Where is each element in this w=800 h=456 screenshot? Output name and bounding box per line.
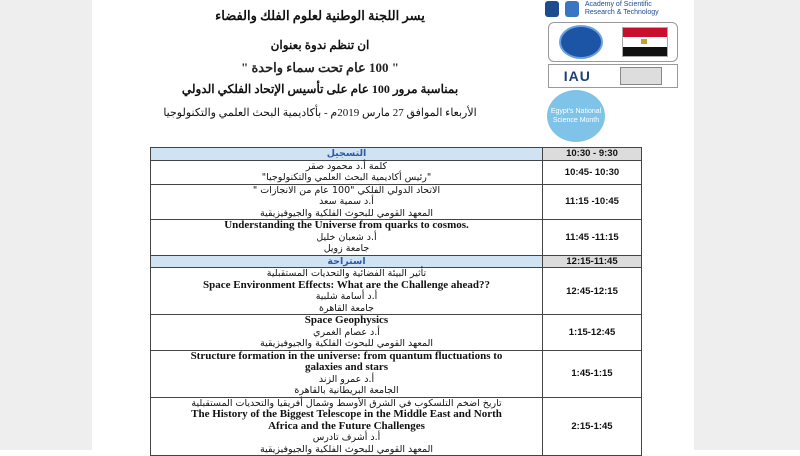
institute-seal-icon [559,25,603,59]
schedule-row [151,184,642,220]
schedule-session-cell [151,315,543,351]
schedule-row [151,148,642,161]
session-line: galaxies and stars [304,361,389,373]
program-schedule-table [150,147,642,456]
schedule-time-cell: 11:15 -10:45 [543,184,642,220]
session-line: Africa and the Future Challenges [268,419,425,432]
schedule-session-cell [151,160,543,184]
header-line-title: " 100 عام تحت سماء واحدة " [240,60,400,75]
schedule-session-cell [151,268,543,315]
iau-logo-row [548,64,678,88]
session-line: أ.د عمرو الزند [318,373,375,385]
header-line-occasion: بمناسبة مرور 100 عام على تأسيس الإتحاد الفلكي الدولي [181,82,459,96]
partner-logos [548,22,678,62]
session-line: الاتحاد الدولي الفلكي "100 عام من الانجازات " [252,184,441,196]
schedule-row [151,268,642,315]
session-line: Space Environment Effects: What are the Challenge ahead?? [203,278,490,291]
schedule-row [151,350,642,397]
schedule-session-cell [151,350,543,397]
session-line: أ.د عصام الغمري [313,326,380,338]
header-line-symposium: ان تنظم ندوة بعنوان [270,38,370,52]
schedule-time-cell: 2:15-1:45 [543,397,642,456]
schedule-row [151,220,642,256]
session-line: تأثير البيئة الفضائية والتحديات المستقبلية [266,268,427,279]
academy-logo-text: Academy of Scientific Research & Technology [584,1,659,16]
session-line: أ.د سمية سعد [319,196,374,207]
session-line: أ.د أشرف تادرس [312,432,381,443]
academy-badge-icon [545,1,559,17]
schedule-row [151,255,642,268]
session-line: المعهد القومي للبحوث الفلكية والجيوفيزيقية [260,207,433,219]
header-line-date: الأربعاء الموافق 27 مارس 2019م - بأكاديمية البحث العلمي والتكنولوجيا [163,107,477,119]
egypt-flag-icon [622,27,668,57]
session-line: Structure formation in the universe: from quantum fluctuations to [190,349,503,362]
schedule-time-cell: 10:30 - 9:30 [543,148,642,161]
session-line: Space Geophysics [304,314,389,326]
schedule-row [151,160,642,184]
header-line-committee: يسر اللجنة الوطنية لعلوم الفلك والفضاء [215,8,425,23]
schedule-row [151,315,642,351]
left-gutter [0,0,92,450]
session-line: استراحة [327,255,366,267]
schedule-time-cell: 1:45-1:15 [543,350,642,397]
schedule-session-cell [151,184,543,220]
session-line: الجامعة البريطانية بالقاهرة [294,385,399,396]
iau-banner-icon [620,67,662,85]
right-gutter [694,0,800,450]
session-line: المعهد القومي للبحوث الفلكية والجيوفيزيقية [260,443,433,455]
session-line: أ.د أسامة شلبية [315,291,378,302]
announcement-header [130,0,510,150]
science-month-badge: Egypt's National Science Month [547,90,605,142]
schedule-row [151,397,642,456]
schedule-session-cell [151,397,543,456]
schedule-break-cell [151,148,543,161]
session-line: المعهد القومي للبحوث الفلكية والجيوفيزيقية [260,338,433,349]
schedule-time-cell: 10:45- 10:30 [543,160,642,184]
session-line: أ.د شعبان خليل [316,231,377,243]
session-line: جامعة زويل [323,243,370,254]
session-line: التسجيل [326,148,367,159]
session-line: "رئيس أكاديمية البحث العلمي والتكنولوجيا" [261,172,432,183]
academy-emblem-icon [565,1,579,17]
schedule-time-cell: 11:45 -11:15 [543,220,642,256]
iau-logo: IAU [563,68,591,84]
session-line: كلمة أ.د محمود صقر [305,160,388,172]
academy-logo [545,0,675,18]
science-month-logo [545,88,607,144]
schedule-break-cell [151,255,543,268]
session-line: The History of the Biggest Telescope in the Middle East and North [191,408,502,420]
schedule-session-cell [151,220,543,256]
schedule-time-cell: 1:15-12:45 [543,315,642,351]
schedule-time-cell: 12:45-12:15 [543,268,642,315]
session-line: Understanding the Universe from quarks to cosmos. [224,219,469,231]
session-line: تاريخ اضخم التلسكوب في الشرق الأوسط وشمال أفريقيا والتحديات المستقبلية [191,397,502,409]
session-line: جامعة القاهرة [318,302,374,314]
schedule-time-cell: 12:15-11:45 [543,255,642,268]
